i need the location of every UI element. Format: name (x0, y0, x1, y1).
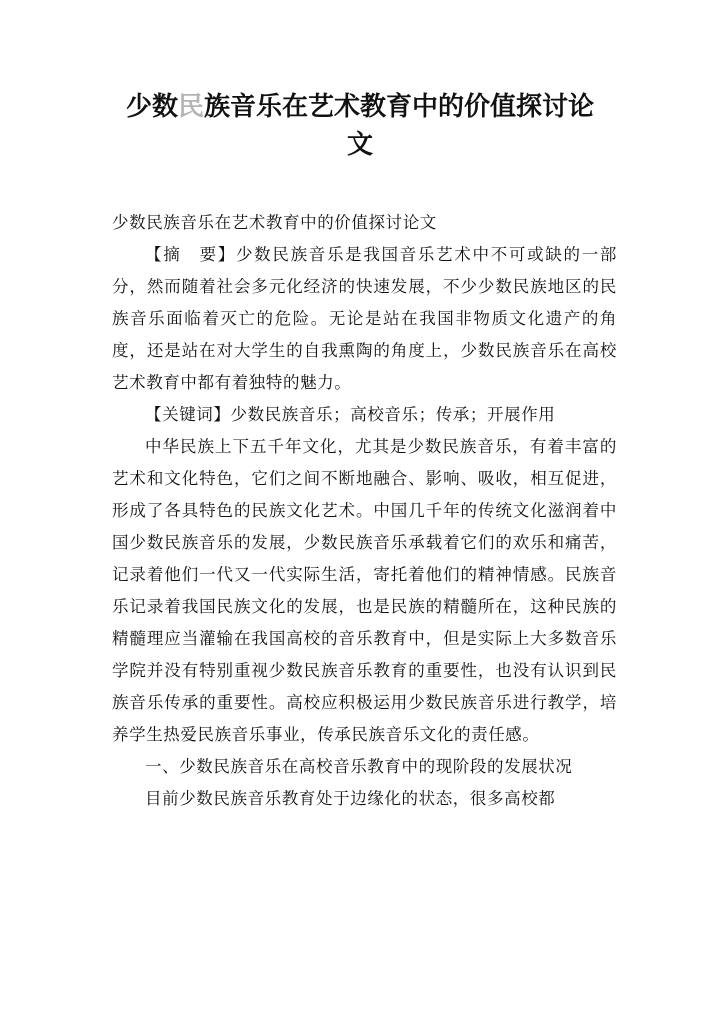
title-text-line2: 文 (346, 130, 373, 160)
section-heading: 一、少数民族音乐在高校音乐教育中的现阶段的发展状况 (145, 757, 573, 776)
body-paragraph: 目前少数民族音乐教育处于边缘化的状态，很多高校都 (145, 789, 556, 808)
body-paragraph: 中华民族上下五千年文化，尤其是少数民族音乐，有着丰富的艺术和文化特色，它们之间不断地融合、影响、吸收，相互促进，形成了各具特色的民族文化艺术。中国几千年的传统文化滋润着中国少数民族音乐的发展，少数民族音乐承载着它们的欢乐和痛苦，记录着他们一代又一代实际生活，寄托着他们的精神情感。民族音乐记录着我国民族文化的发展，也是民族的精髓所在，这种民族的精髓理应当灌输在我国高校的音乐教育中，但是实际上大多数音乐学院并没有特别重视少数民族音乐教育的重要性，也没有认识到民族音乐传承的重要性。高校应积极运用少数民族音乐进行教学，培养学生热爱民族音乐事业，传承民族音乐文化的责任感。 (112, 437, 617, 744)
title-faded-char: 民 (177, 92, 204, 122)
title-text: 少数 (125, 92, 178, 122)
keywords-paragraph: 【关键词】少数民族音乐；高校音乐；传承；开展作用 (145, 405, 556, 424)
title-text: 族音乐在艺术教育中的价值探讨论 (204, 92, 595, 122)
document-body (112, 207, 617, 815)
article-heading: 少数民族音乐在艺术教育中的价值探讨论文 (112, 213, 437, 232)
abstract-paragraph: 【摘 要】少数民族音乐是我国音乐艺术中不可或缺的一部分，然而随着社会多元化经济的快速发展，不少少数民族地区的民族音乐面临着灭亡的危险。无论是站在我国非物质文化遗产的角度，还是站在对大学生的自我熏陶的角度上，少数民族音乐在高校艺术教育中都有着独特的魅力。 (112, 245, 617, 392)
document-title (100, 88, 620, 164)
